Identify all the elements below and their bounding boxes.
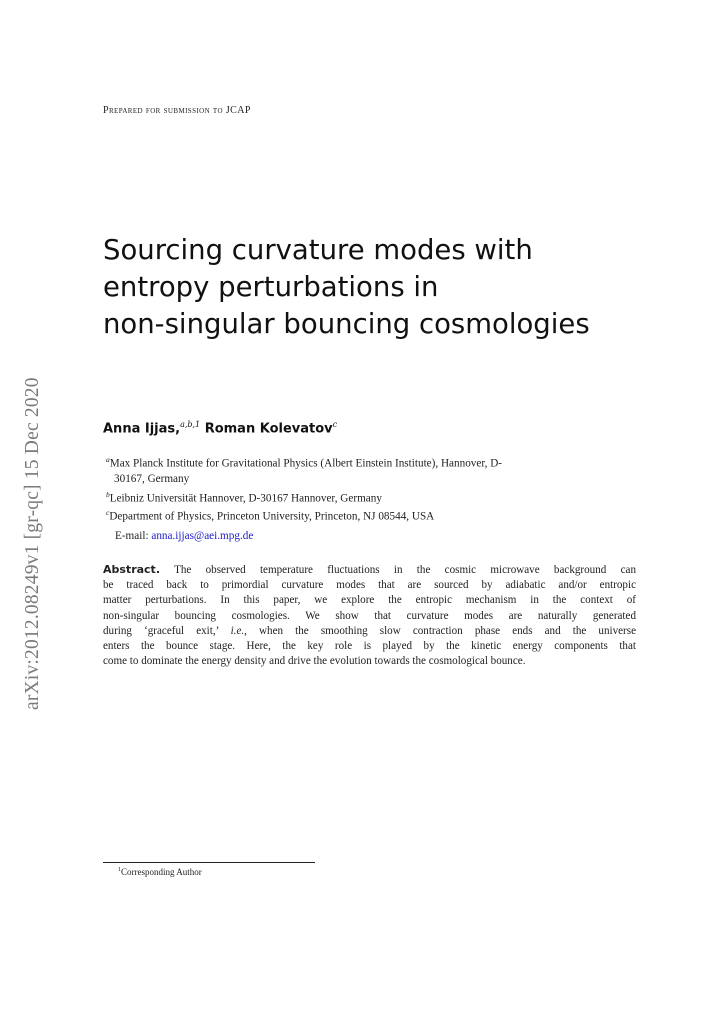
affiliation-text: Max Planck Institute for Gravitational Physics (Albert Einstein Institute), Hannover, D-	[109, 457, 503, 470]
abstract	[103, 562, 636, 669]
abstract-text: during ‘graceful exit,’	[103, 624, 219, 637]
author-list	[103, 420, 337, 436]
author-name: Anna Ijjas,	[103, 421, 181, 437]
abstract-text: The observed temperature fluctuations in the cosmic microwave background can	[174, 564, 636, 576]
abstract-emphasis: i.e.	[230, 624, 245, 637]
title-line: non-singular bouncing cosmologies	[103, 308, 590, 340]
abstract-heading: Abstract.	[103, 563, 160, 576]
abstract-line	[103, 562, 636, 578]
footnote-mark: 1	[118, 867, 121, 873]
submission-note: Prepared for submission to JCAP	[103, 105, 251, 116]
title-line: entropy perturbations in	[103, 271, 439, 303]
abstract-line: enters the bounce stage. Here, the key role is played by the kinetic energy components that	[103, 640, 636, 653]
email-link[interactable]: anna.ijjas@aei.mpg.de	[151, 530, 254, 542]
abstract-line: be traced back to primordial curvature modes that are sourced by adiabatic and/or entropic	[103, 579, 636, 592]
abstract-line: non-singular bouncing cosmologies. We show that curvature modes are naturally generated	[103, 609, 636, 622]
footnote-text: Corresponding Author	[121, 867, 202, 877]
abstract-line: matter perturbations. In this paper, we explore the entropic mechanism in the context of	[103, 594, 636, 607]
affiliation-mark: a	[106, 455, 110, 464]
affiliation-b	[106, 487, 646, 507]
email-line	[115, 530, 253, 542]
abstract-line: come to dominate the energy density and drive the evolution towards the cosmological bounce.	[103, 655, 526, 668]
arxiv-identifier-stamp: arXiv:2012.08249v1 [gr-qc] 15 Dec 2020	[22, 377, 43, 710]
paper-title	[103, 232, 663, 343]
author-name: Roman Kolevatov	[204, 421, 333, 437]
affiliation-c	[106, 505, 646, 525]
affiliation-mark: b	[106, 490, 110, 499]
title-line: Sourcing curvature modes with	[103, 234, 533, 266]
email-label: E-mail:	[115, 530, 149, 542]
author-affiliation-marks: c	[332, 420, 338, 429]
footnote	[118, 867, 202, 877]
affiliation-text: Department of Physics, Princeton University, Princeton, NJ 08544, USA	[109, 510, 435, 523]
author-affiliation-marks: a,b,1	[180, 420, 201, 429]
abstract-text: , when the smoothing slow contraction phase ends and the universe	[244, 624, 636, 637]
affiliation-text: Leibniz Universität Hannover, D-30167 Hannover, Germany	[109, 492, 382, 505]
footnote-rule	[103, 862, 315, 863]
affiliation-mark: c	[106, 508, 110, 517]
affiliation-a	[106, 452, 646, 487]
abstract-line	[103, 624, 636, 639]
affiliation-text: 30167, Germany	[114, 472, 190, 485]
